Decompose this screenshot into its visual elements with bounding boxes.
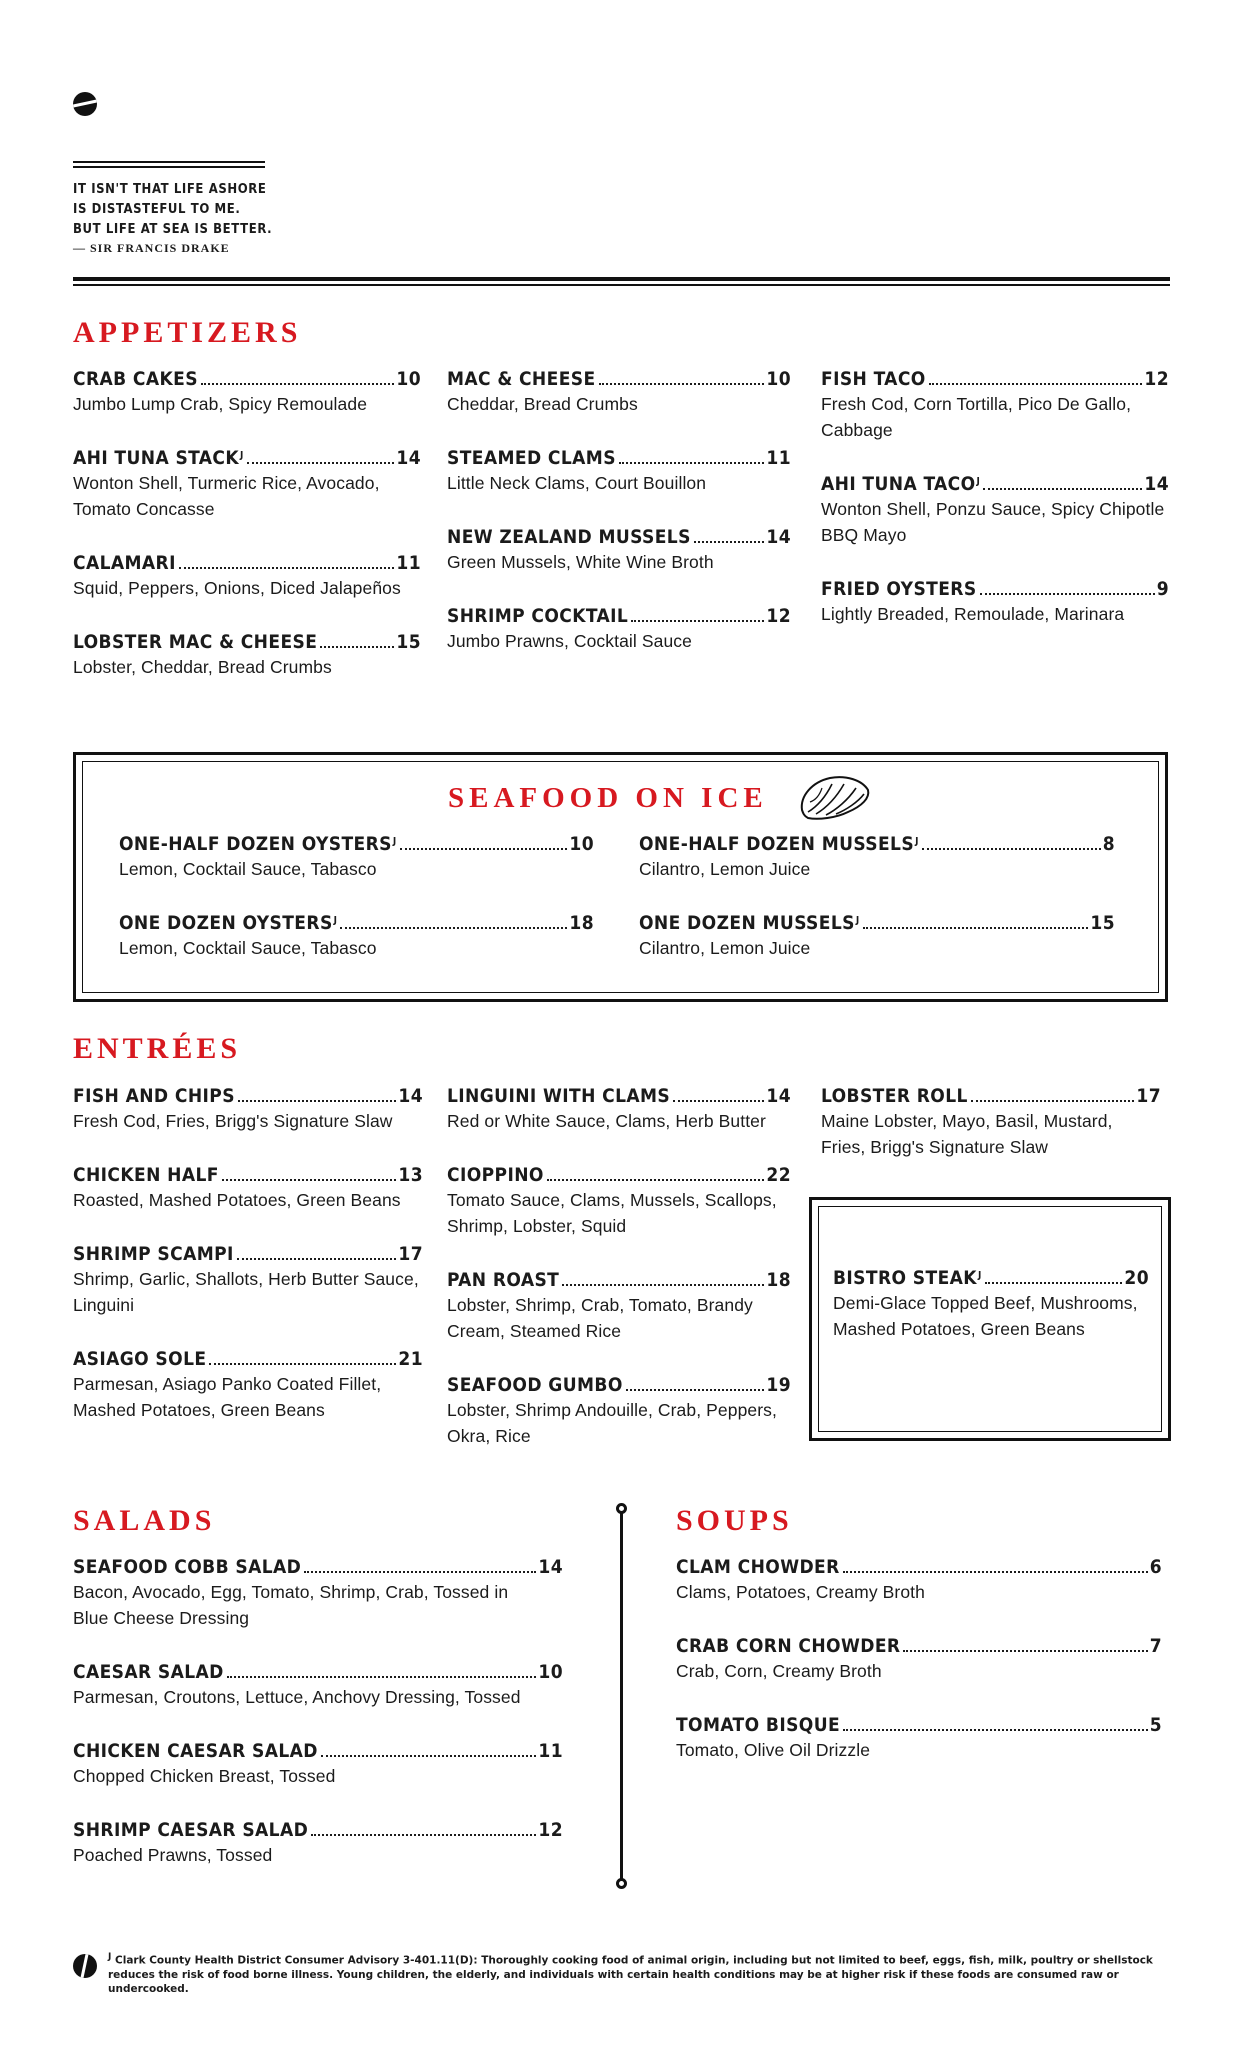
menu-item [447, 525, 791, 575]
item-price: 14 [766, 1085, 791, 1107]
entrees-column-3 [821, 1084, 1161, 1189]
menu-item [639, 832, 1115, 882]
item-price: 13 [398, 1164, 423, 1186]
menu-item [73, 1242, 423, 1318]
item-price: 21 [398, 1348, 423, 1370]
item-price: 14 [396, 447, 421, 469]
menu-item [73, 1818, 563, 1868]
item-price: 14 [538, 1556, 563, 1578]
item-name: LOBSTER MAC & CHEESE [73, 631, 318, 653]
seafood-on-ice-column-2 [639, 832, 1115, 990]
item-description: Cilantro, Lemon Juice [639, 938, 811, 958]
item-description: Tomato Sauce, Clams, Mussels, Scallops, Shrimp, Lobster, Squid [447, 1190, 777, 1236]
menu-item [821, 577, 1169, 627]
item-price: 12 [1144, 368, 1169, 390]
menu-item [821, 1084, 1161, 1160]
item-description: Fresh Cod, Corn Tortilla, Pico De Gallo, Cabbage [821, 394, 1132, 440]
item-name: FISH AND CHIPS [73, 1085, 235, 1107]
menu-item [676, 1634, 1162, 1684]
menu-item [447, 1268, 791, 1344]
seafood-on-ice-column-1 [119, 832, 594, 990]
appetizers-column-2 [447, 367, 791, 683]
item-name: ONE-HALF DOZEN MUSSELS [639, 833, 915, 855]
menu-item [447, 604, 791, 654]
item-description: Wonton Shell, Ponzu Sauce, Spicy Chipotle BBQ Mayo [821, 499, 1165, 545]
soups-column [676, 1555, 1162, 1792]
item-name: ONE DOZEN MUSSELS [639, 912, 855, 934]
item-description: Bacon, Avocado, Egg, Tomato, Shrimp, Crab, Tossed in Blue Cheese Dressing [73, 1582, 509, 1628]
item-name: SHRIMP CAESAR SALAD [73, 1819, 309, 1841]
entrees-title: ENTRÉES [73, 1032, 242, 1065]
item-description: Poached Prawns, Tossed [73, 1845, 273, 1865]
item-name: AHI TUNA STACK [73, 447, 239, 469]
item-price: 14 [1144, 473, 1169, 495]
item-name: CRAB CORN CHOWDER [676, 1635, 901, 1657]
item-price: 17 [398, 1243, 423, 1265]
raw-advisory-mark: J [855, 915, 860, 926]
quote-line: BUT LIFE AT SEA IS BETTER. [73, 222, 273, 237]
item-price: 17 [1136, 1085, 1161, 1107]
item-price: 10 [569, 833, 594, 855]
menu-item [73, 551, 421, 601]
raw-advisory-mark: J [976, 476, 981, 487]
item-description: Shrimp, Garlic, Shallots, Herb Butter Sauce, Linguini [73, 1269, 419, 1315]
item-price: 14 [766, 526, 791, 548]
menu-item [447, 446, 791, 496]
item-name: AHI TUNA TACO [821, 473, 976, 495]
item-name: LOBSTER ROLL [821, 1085, 968, 1107]
item-description: Cilantro, Lemon Juice [639, 859, 811, 879]
menu-item [73, 1739, 563, 1789]
raw-advisory-mark: J [977, 1270, 982, 1281]
item-name: CHICKEN CAESAR SALAD [73, 1740, 318, 1762]
item-description: Wonton Shell, Turmeric Rice, Avocado, Tomato Concasse [73, 473, 380, 519]
item-name: ASIAGO SOLE [73, 1348, 207, 1370]
item-description: Lobster, Shrimp, Crab, Tomato, Brandy Cream, Steamed Rice [447, 1295, 753, 1341]
appetizers-column-3 [821, 367, 1169, 656]
item-price: 5 [1149, 1714, 1162, 1736]
menu-item [447, 1084, 791, 1134]
section-divider [620, 1509, 623, 1883]
menu-item [73, 1347, 423, 1423]
item-description: Demi-Glace Topped Beef, Mushrooms, Mashed Potatoes, Green Beans [833, 1293, 1138, 1339]
item-description: Tomato, Olive Oil Drizzle [676, 1740, 871, 1760]
menu-item [73, 1660, 563, 1710]
item-description: Squid, Peppers, Onions, Diced Jalapeños [73, 578, 401, 598]
oyster-icon [796, 772, 872, 824]
item-name: TOMATO BISQUE [676, 1714, 841, 1736]
brand-logo-icon [73, 92, 97, 116]
advisory-text: Clark County Health District Consumer Advisory 3-401.11(D): Thoroughly cooking food of animal origin, including but not limited to beef, eggs, fish, milk, poultry or shellstock reduces the risk of food borne illness. Young children, the elderly, and individuals with certain health conditions may be at higher risk if these foods are consumed raw or undercooked. [108, 1954, 1153, 1995]
menu-item [821, 367, 1169, 443]
item-name: FRIED OYSTERS [821, 578, 977, 600]
item-name: NEW ZEALAND MUSSELS [447, 526, 691, 548]
item-name: PAN ROAST [447, 1269, 560, 1291]
menu-item [73, 367, 421, 417]
menu-item [833, 1266, 1149, 1342]
item-description: Red or White Sauce, Clams, Herb Butter [447, 1111, 766, 1131]
item-name: FISH TACO [821, 368, 926, 390]
item-description: Roasted, Mashed Potatoes, Green Beans [73, 1190, 401, 1210]
header-rule-thin [73, 284, 1170, 286]
item-price: 10 [396, 368, 421, 390]
quote-line: IT ISN'T THAT LIFE ASHORE [73, 182, 267, 197]
menu-item [447, 1163, 791, 1239]
item-price: 15 [1090, 912, 1115, 934]
menu-item [676, 1555, 1162, 1605]
item-description: Lemon, Cocktail Sauce, Tabasco [119, 938, 377, 958]
item-name: SHRIMP SCAMPI [73, 1243, 234, 1265]
appetizers-title: APPETIZERS [73, 316, 302, 349]
quote-line: IS DISTASTEFUL TO ME. [73, 202, 241, 217]
menu-item [119, 911, 594, 961]
item-price: 10 [538, 1661, 563, 1683]
quote-attribution: — SIR FRANCIS DRAKE [73, 241, 230, 255]
item-price: 6 [1149, 1556, 1162, 1578]
menu-item [73, 1555, 563, 1631]
item-price: 11 [538, 1740, 563, 1762]
item-price: 12 [538, 1819, 563, 1841]
item-price: 22 [766, 1164, 791, 1186]
menu-item [821, 472, 1169, 548]
item-price: 8 [1102, 833, 1115, 855]
item-description: Lobster, Cheddar, Bread Crumbs [73, 657, 332, 677]
item-name: CRAB CAKES [73, 368, 198, 390]
item-price: 12 [766, 605, 791, 627]
item-description: Crab, Corn, Creamy Broth [676, 1661, 882, 1681]
item-description: Jumbo Lump Crab, Spicy Remoulade [73, 394, 368, 414]
menu-item [119, 832, 594, 882]
quote-rule-bottom [73, 166, 265, 168]
item-price: 7 [1149, 1635, 1162, 1657]
item-description: Little Neck Clams, Court Bouillon [447, 473, 707, 493]
item-name: SEAFOOD COBB SALAD [73, 1556, 302, 1578]
menu-item [639, 911, 1115, 961]
item-price: 19 [766, 1374, 791, 1396]
menu-item [447, 1373, 791, 1449]
item-name: LINGUINI WITH CLAMS [447, 1085, 671, 1107]
item-description: Lobster, Shrimp Andouille, Crab, Peppers, Okra, Rice [447, 1400, 777, 1446]
item-name: CHICKEN HALF [73, 1164, 219, 1186]
item-price: 20 [1124, 1267, 1149, 1289]
footer-logo-icon [73, 1954, 97, 1978]
menu-item [73, 1084, 423, 1134]
raw-advisory-mark: J [108, 1952, 112, 1962]
item-description: Fresh Cod, Fries, Brigg's Signature Slaw [73, 1111, 393, 1131]
header-rule-thick [73, 277, 1170, 281]
item-name: MAC & CHEESE [447, 368, 596, 390]
raw-advisory-mark: J [333, 915, 338, 926]
item-description: Cheddar, Bread Crumbs [447, 394, 638, 414]
item-price: 15 [396, 631, 421, 653]
item-name: CIOPPINO [447, 1164, 544, 1186]
divider-end-top [616, 1503, 627, 1514]
menu-item [447, 367, 791, 417]
item-price: 11 [396, 552, 421, 574]
divider-end-bottom [616, 1878, 627, 1889]
item-name: CLAM CHOWDER [676, 1556, 840, 1578]
item-description: Parmesan, Croutons, Lettuce, Anchovy Dressing, Tossed [73, 1687, 521, 1707]
item-description: Green Mussels, White Wine Broth [447, 552, 714, 572]
item-price: 14 [398, 1085, 423, 1107]
entrees-column-1 [73, 1084, 423, 1452]
item-name: BISTRO STEAK [833, 1267, 977, 1289]
item-description: Lightly Breaded, Remoulade, Marinara [821, 604, 1125, 624]
item-price: 9 [1156, 578, 1169, 600]
menu-item [73, 446, 421, 522]
item-description: Chopped Chicken Breast, Tossed [73, 1766, 336, 1786]
item-price: 18 [766, 1269, 791, 1291]
item-name: ONE DOZEN OYSTERS [119, 912, 333, 934]
salads-title: SALADS [73, 1504, 216, 1537]
raw-advisory-mark: J [392, 836, 397, 847]
item-description: Jumbo Prawns, Cocktail Sauce [447, 631, 692, 651]
soups-title: SOUPS [676, 1504, 793, 1537]
header-quote [73, 180, 333, 256]
item-description: Maine Lobster, Mayo, Basil, Mustard, Fries, Brigg's Signature Slaw [821, 1111, 1113, 1157]
menu-item [73, 1163, 423, 1213]
raw-advisory-mark: J [915, 836, 919, 847]
seafood-on-ice-title: SEAFOOD ON ICE [448, 782, 768, 814]
item-description: Parmesan, Asiago Panko Coated Fillet, Mashed Potatoes, Green Beans [73, 1374, 382, 1420]
item-name: CAESAR SALAD [73, 1661, 224, 1683]
featured-entree [833, 1266, 1149, 1371]
item-price: 10 [766, 368, 791, 390]
entrees-column-2 [447, 1084, 791, 1478]
appetizers-column-1 [73, 367, 421, 709]
item-name: SHRIMP COCKTAIL [447, 605, 629, 627]
item-description: Clams, Potatoes, Creamy Broth [676, 1582, 925, 1602]
raw-advisory-mark: J [239, 450, 244, 461]
item-price: 11 [766, 447, 791, 469]
item-name: ONE-HALF DOZEN OYSTERS [119, 833, 392, 855]
item-price: 18 [569, 912, 594, 934]
item-description: Lemon, Cocktail Sauce, Tabasco [119, 859, 377, 879]
menu-item [73, 630, 421, 680]
menu-item [676, 1713, 1162, 1763]
quote-rule-top [73, 161, 265, 163]
salads-column [73, 1555, 563, 1897]
item-name: SEAFOOD GUMBO [447, 1374, 623, 1396]
item-name: STEAMED CLAMS [447, 447, 616, 469]
consumer-advisory [108, 1950, 1173, 1996]
item-name: CALAMARI [73, 552, 176, 574]
